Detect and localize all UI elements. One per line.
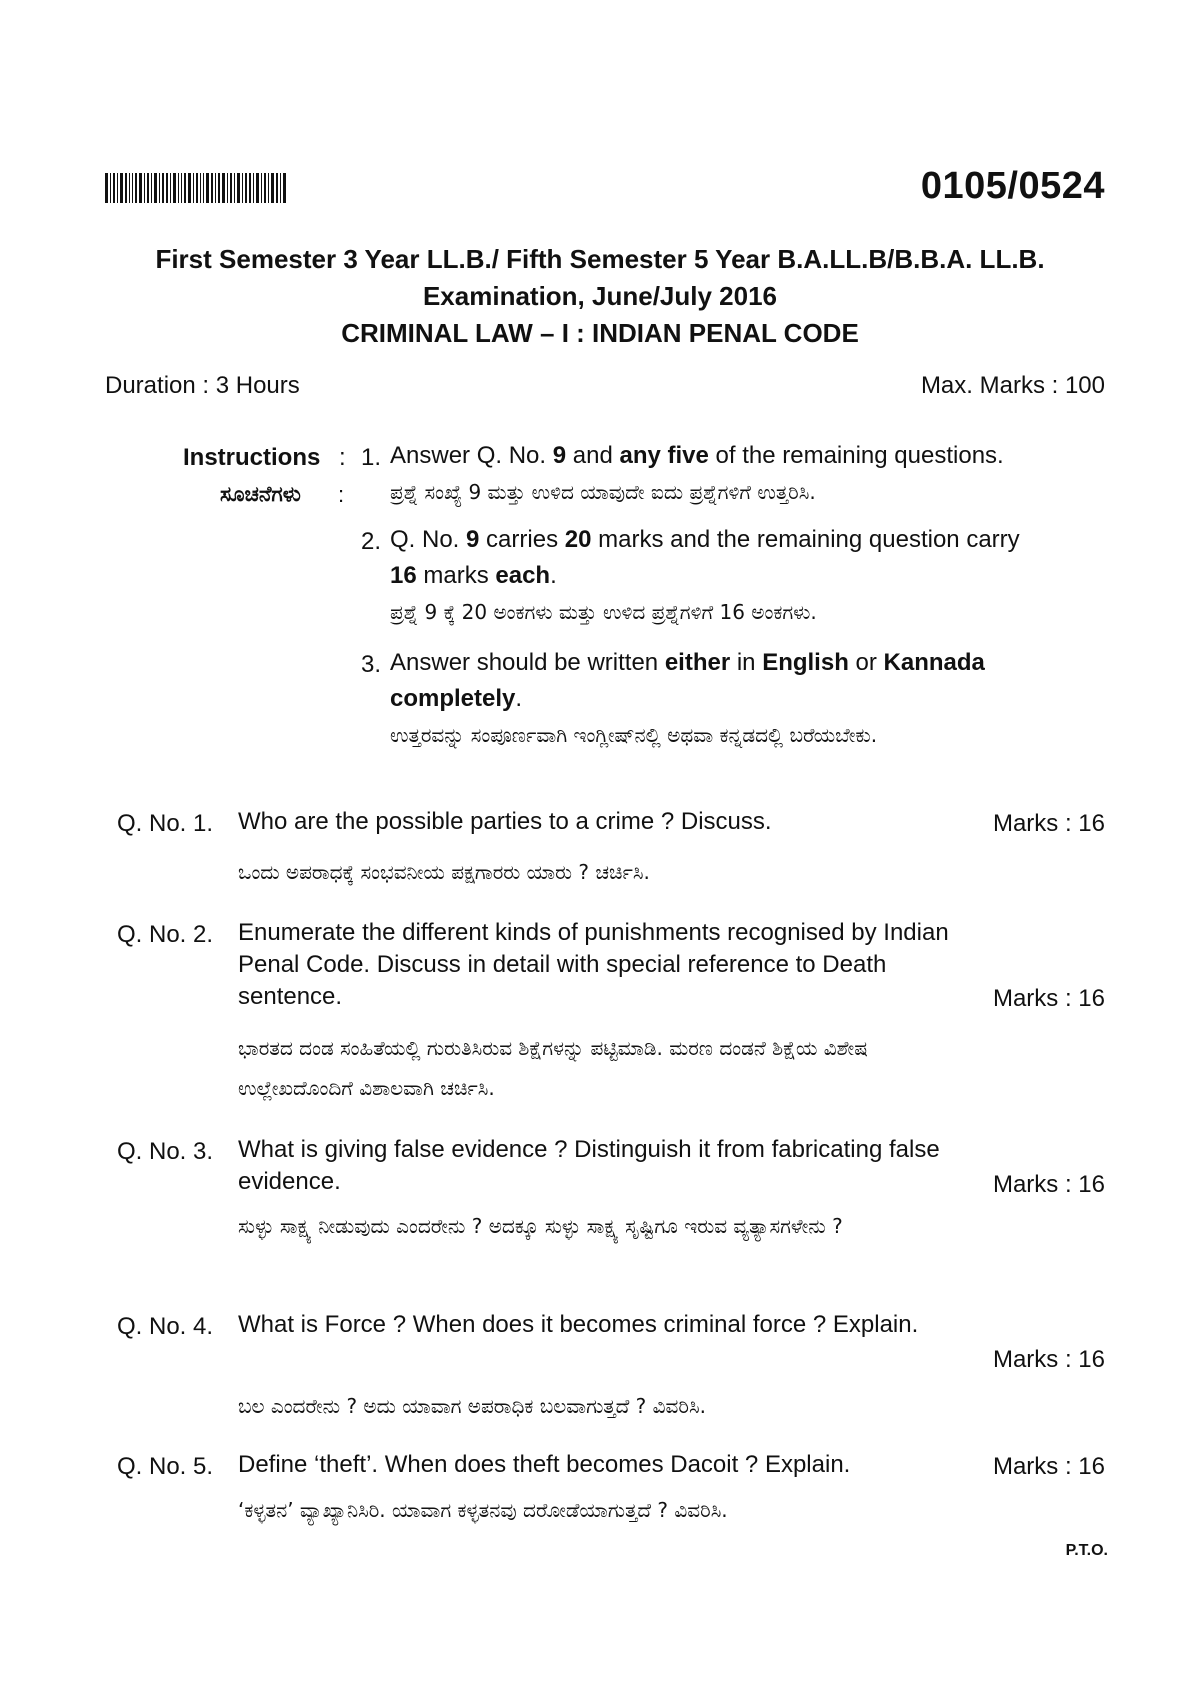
text-segment-bold: any five	[619, 442, 709, 469]
text-segment: Answer Q. No.	[390, 442, 553, 469]
instruction-text-kannada: ಪ್ರಶ್ನೆ ಸಂಖ್ಯೆ 9 ಮತ್ತು ಉಳಿದ ಯಾವುದೇ ಐದು ಪ್ರಶ್ನೆಗಳಿಗೆ ಉತ್ತರಿಸಿ.	[390, 480, 816, 504]
question-number: Q. No. 1.	[117, 810, 214, 837]
text-segment-bold: each	[495, 562, 551, 589]
text-segment: Answer should be written	[390, 649, 665, 676]
text-segment: in	[730, 649, 763, 676]
instruction-number: 2.	[361, 528, 382, 555]
paper-code: 0105/0524	[920, 165, 1105, 207]
instruction-item	[390, 522, 1060, 630]
instruction-text-kannada: ಪ್ರಶ್ನೆ 9 ಕ್ಕೆ 20 ಅಂಕಗಳು ಮತ್ತು ಉಳಿದ ಪ್ರಶ್ನೆಗಳಿಗೆ 16 ಅಂಕಗಳು.	[390, 600, 817, 624]
question-marks: Marks : 16	[992, 1171, 1105, 1198]
instructions-kannada-colon: :	[338, 482, 345, 507]
instruction-text-en-line2	[390, 681, 1060, 717]
instruction-text-en	[390, 522, 1060, 558]
text-segment-bold: 9	[466, 526, 480, 553]
instructions-colon: :	[339, 444, 346, 471]
text-segment: .	[515, 685, 523, 712]
question-marks: Marks : 16	[992, 810, 1105, 837]
text-segment-bold: either	[664, 649, 731, 676]
question-text: Who are the possible parties to a crime ? Discuss.	[238, 808, 772, 835]
question-text-kannada: ಸುಳ್ಳು ಸಾಕ್ಷ್ಯ ನೀಡುವುದು ಎಂದರೇನು ? ಅದಕ್ಕೂ ಸುಳ್ಳು ಸಾಕ್ಷ್ಯ ಸೃಷ್ಟಿಗೂ ಇರುವ ವ್ಯತ್ಯಾಸಗಳೇನು ?	[238, 1214, 843, 1238]
exam-title-line-1: First Semester 3 Year LL.B./ Fifth Semester 5 Year B.A.LL.B/B.B.A. LL.B.	[155, 244, 1045, 274]
instruction-number: 3.	[361, 651, 382, 678]
exam-title-line-2: Examination, June/July 2016	[422, 281, 778, 311]
question-text-kannada: ಒಂದು ಅಪರಾಧಕ್ಕೆ ಸಂಭವನೀಯ ಪಕ್ಷಗಾರರು ಯಾರು ? ಚರ್ಚಿಸಿ.	[238, 860, 650, 884]
text-segment: marks	[416, 562, 496, 589]
max-marks: Max. Marks : 100	[920, 372, 1105, 399]
text-segment-bold: 20	[564, 526, 592, 553]
page-turn-over: P.T.O.	[1065, 1542, 1108, 1559]
question-text: Enumerate the different kinds of punishments recognised by Indian Penal Code. Discuss in detail with special reference to Death sentence.	[238, 919, 949, 1010]
question-text: What is Force ? When does it becomes criminal force ? Explain.	[238, 1311, 919, 1338]
question-number: Q. No. 3.	[117, 1138, 214, 1165]
question-text: Define ‘theft’. When does theft becomes Dacoit ? Explain.	[238, 1451, 851, 1478]
instruction-text-en-line2	[390, 558, 1060, 594]
question-number: Q. No. 2.	[117, 921, 214, 948]
instruction-number: 1.	[361, 444, 382, 471]
text-segment: of the remaining questions.	[708, 442, 1004, 469]
instructions-label: Instructions	[183, 444, 321, 471]
text-segment-bold: 9	[552, 442, 567, 469]
instruction-item	[390, 645, 1060, 753]
question-marks: Marks : 16	[992, 1346, 1105, 1373]
text-segment: or	[848, 649, 884, 676]
instruction-text-kannada: ಉತ್ತರವನ್ನು ಸಂಪೂರ್ಣವಾಗಿ ಇಂಗ್ಲೀಷ್‌ನಲ್ಲಿ ಅಥವಾ ಕನ್ನಡದಲ್ಲಿ ಬರೆಯಬೇಕು.	[390, 723, 878, 747]
question-text-kannada: ಭಾರತದ ದಂಡ ಸಂಹಿತೆಯಲ್ಲಿ ಗುರುತಿಸಿರುವ ಶಿಕ್ಷೆಗಳನ್ನು ಪಟ್ಟಿಮಾಡಿ. ಮರಣ ದಂಡನೆ ಶಿಕ್ಷೆಯ ವಿಶೇಷ ಉಲ್ಲೇಖದೊಂದಿಗೆ ವಿಶಾಲವಾಗಿ ಚರ್ಚಿಸಿ.	[238, 1036, 868, 1100]
duration: Duration : 3 Hours	[105, 372, 300, 399]
instruction-item	[390, 438, 1060, 510]
instruction-text-en	[390, 645, 1060, 681]
question-marks: Marks : 16	[992, 985, 1105, 1012]
text-segment-bold: 16	[390, 562, 417, 589]
question-number: Q. No. 4.	[117, 1313, 214, 1340]
question-number: Q. No. 5.	[117, 1453, 214, 1480]
text-segment-bold: Kannada	[883, 649, 985, 676]
question-text-kannada: ಬಲ ಎಂದರೇನು ? ಅದು ಯಾವಾಗ ಅಪರಾಧಿಕ ಬಲವಾಗುತ್ತದೆ ? ವಿವರಿಸಿ.	[238, 1394, 706, 1418]
text-segment: .	[550, 562, 557, 589]
question-marks: Marks : 16	[992, 1453, 1105, 1480]
text-segment: marks and the remaining question carry	[591, 526, 1020, 553]
text-segment: Q. No.	[390, 526, 467, 553]
text-segment: and	[566, 442, 620, 469]
subject-title: CRIMINAL LAW – I : INDIAN PENAL CODE	[341, 318, 859, 348]
instructions-label-kannada: ಸೂಚನೆಗಳು	[220, 482, 301, 506]
question-text: What is giving false evidence ? Distinguish it from fabricating false evidence.	[238, 1136, 940, 1195]
question-text-kannada: ‘ಕಳ್ಳತನ’ ವ್ಯಾಖ್ಯಾನಿಸಿರಿ. ಯಾವಾಗ ಕಳ್ಳತನವು ದರೋಡೆಯಾಗುತ್ತದೆ ? ವಿವರಿಸಿ.	[238, 1498, 728, 1522]
text-segment-bold: English	[762, 649, 849, 676]
text-segment: carries	[479, 526, 565, 553]
text-segment-bold: completely	[390, 685, 516, 712]
barcode	[105, 173, 331, 203]
instruction-text-en	[390, 438, 1060, 474]
